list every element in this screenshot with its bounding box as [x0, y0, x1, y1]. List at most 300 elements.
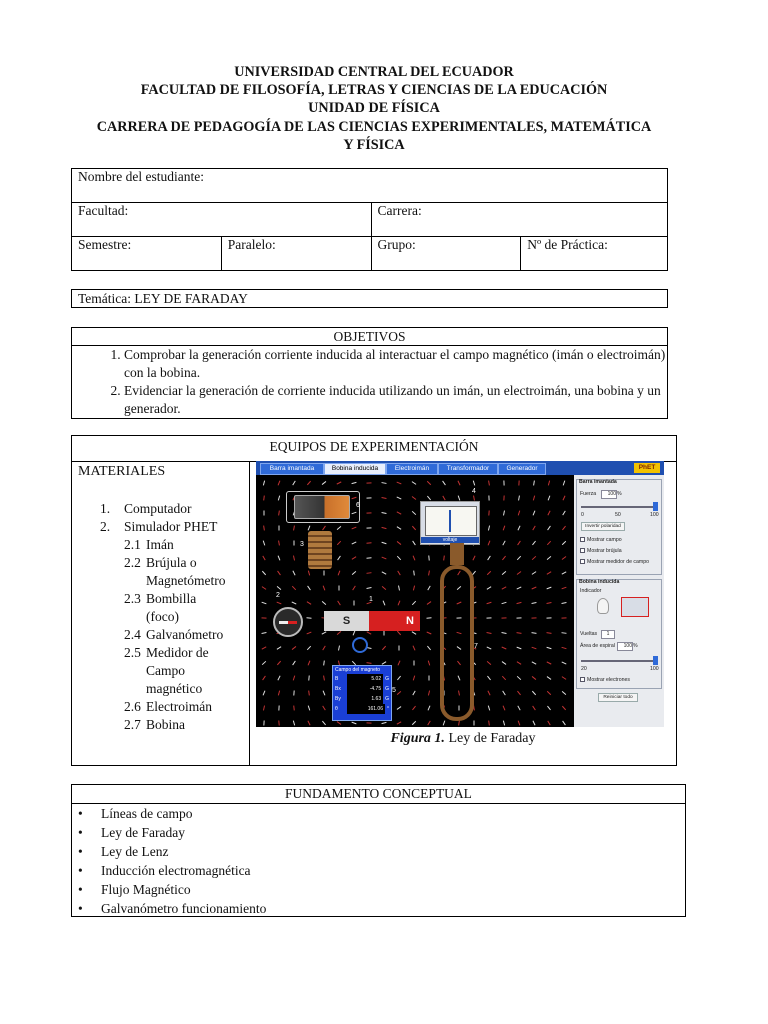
field-arrow-icon	[427, 496, 430, 500]
field-arrow-icon	[562, 633, 567, 634]
field-arrow-icon	[383, 601, 385, 606]
field-arrow-icon	[322, 601, 326, 604]
field-arrow-icon	[412, 482, 416, 485]
field-arrow-icon	[534, 481, 535, 486]
field-arrow-icon	[563, 481, 565, 486]
field-arrow-icon	[487, 571, 491, 575]
field-arrow-icon	[413, 646, 415, 651]
magnet-south: S	[324, 611, 369, 631]
field-arrow-icon	[337, 541, 340, 545]
field-arrow-icon	[382, 542, 387, 544]
field-arrow-icon	[473, 556, 475, 560]
field-arrow-icon	[503, 691, 506, 695]
field-arrow-icon	[352, 482, 357, 483]
field-arrow-icon	[562, 572, 566, 574]
field-arrow-icon	[397, 512, 401, 514]
battery-wire	[286, 491, 360, 523]
label-number: 4	[472, 488, 476, 495]
label-number: 7	[474, 643, 478, 650]
tab-barra-imantada[interactable]: Barra imantada	[260, 463, 324, 475]
show-electrons-label: Mostrar electrones	[587, 677, 630, 683]
field-arrow-icon	[412, 721, 416, 725]
field-arrow-icon	[263, 541, 265, 546]
field-arrow-icon	[262, 661, 266, 664]
submaterial-item	[72, 554, 250, 590]
field-arrow-icon	[278, 676, 280, 680]
submaterial-item	[72, 536, 250, 554]
field-arrow-icon	[562, 526, 565, 530]
field-arrow-icon	[517, 602, 522, 603]
field-probe-icon[interactable]	[352, 637, 368, 653]
field-arrow-icon	[428, 661, 429, 666]
field-meter-row	[333, 704, 391, 714]
strength-slider[interactable]	[581, 506, 657, 508]
practice-number-label: Nº de Práctica:	[527, 237, 608, 252]
field-arrow-icon	[367, 573, 372, 574]
compass-needle-icon	[279, 621, 297, 624]
show-compass-checkbox[interactable]	[580, 548, 585, 553]
field-arrow-icon	[487, 676, 490, 680]
field-arrow-icon	[293, 676, 295, 681]
tab-bobina-inducida[interactable]: Bobina inducida	[324, 463, 386, 475]
field-arrow-icon	[397, 482, 402, 484]
field-arrow-icon	[562, 587, 567, 589]
field-arrow-icon	[337, 482, 341, 484]
field-meter-unit: °	[387, 706, 389, 712]
field-arrow-icon	[322, 481, 326, 484]
sim-control-panel	[574, 475, 664, 727]
field-arrow-icon	[263, 706, 264, 711]
field-arrow-icon	[308, 526, 310, 531]
field-arrow-icon	[517, 691, 520, 695]
field-arrow-icon	[413, 691, 415, 695]
submaterial-item	[72, 626, 250, 644]
field-arrow-icon	[562, 603, 567, 604]
phet-simulator	[256, 461, 664, 727]
field-arrow-icon	[352, 722, 357, 724]
field-meter-key: By	[335, 696, 341, 702]
material-item	[72, 500, 250, 518]
topic-text: Temática: LEY DE FARADAY	[78, 291, 248, 306]
field-arrow-icon	[473, 481, 474, 486]
show-field-meter-label: Mostrar medidor de campo	[587, 559, 649, 565]
materials-title: MATERIALES	[78, 464, 166, 479]
field-arrow-icon	[292, 586, 295, 590]
topic-box	[71, 289, 668, 308]
field-arrow-icon	[323, 586, 325, 591]
field-arrow-icon	[517, 556, 520, 560]
field-arrow-icon	[307, 632, 312, 634]
tab-generador[interactable]: Generador	[498, 463, 546, 475]
field-arrow-icon	[277, 661, 280, 665]
field-arrow-icon	[293, 661, 296, 665]
field-arrow-icon	[517, 633, 522, 634]
pickup-coil-title: Bobina inducida	[579, 579, 620, 585]
field-arrow-icon	[398, 571, 401, 575]
field-arrow-icon	[397, 722, 401, 724]
material-text: Simulador PHET	[124, 519, 218, 534]
field-arrow-icon	[382, 557, 387, 559]
field-arrow-icon	[322, 632, 326, 634]
pickup-coil[interactable]	[440, 565, 474, 721]
bar-magnet-group	[576, 479, 662, 575]
field-arrow-icon	[323, 526, 326, 530]
equipment-title: EQUIPOS DE EXPERIMENTACIÓN	[269, 439, 479, 454]
field-arrow-icon	[547, 572, 551, 575]
indicator-label: Indicador	[580, 588, 602, 594]
field-arrow-icon	[262, 571, 265, 575]
submaterial-number: 2.2	[124, 555, 141, 570]
label-number: 1	[369, 596, 373, 603]
field-arrow-icon	[263, 676, 266, 680]
field-arrow-icon	[382, 512, 387, 513]
reset-all-button[interactable]: Reiniciar todo	[598, 693, 638, 702]
field-arrow-icon	[562, 706, 565, 710]
submaterial-text: Brújula o Magnetómetro	[146, 555, 226, 588]
strength-scale-mid: 50	[615, 512, 621, 518]
field-arrow-icon	[262, 647, 266, 649]
field-arrow-icon	[308, 571, 309, 576]
field-arrow-icon	[412, 632, 416, 635]
concept-item: • Galvanómetro funcionamiento	[72, 899, 685, 918]
field-meter-value: 161.06	[347, 704, 385, 714]
pickup-coil-terminal	[450, 543, 464, 565]
field-arrow-icon	[382, 586, 386, 589]
field-arrow-icon	[277, 647, 281, 650]
field-arrow-icon	[428, 586, 430, 590]
field-arrow-icon	[533, 496, 534, 501]
field-arrow-icon	[279, 511, 280, 516]
loops-label: Vueltas	[580, 631, 598, 637]
field-arrow-icon	[548, 511, 550, 515]
submaterial-number: 2.5	[124, 645, 141, 660]
submaterial-item	[72, 590, 250, 626]
field-arrow-icon	[517, 676, 521, 679]
voltmeter-indicator-icon[interactable]	[621, 597, 649, 617]
galvanometer	[420, 501, 480, 545]
field-arrow-icon	[352, 542, 356, 544]
field-arrow-icon	[337, 526, 341, 529]
field-arrow-icon	[547, 706, 550, 710]
field-arrow-icon	[262, 587, 266, 590]
field-arrow-icon	[309, 691, 310, 696]
submaterial-item	[72, 716, 250, 734]
field-arrow-icon	[532, 572, 536, 575]
student-info-table	[71, 168, 668, 271]
field-arrow-icon	[533, 511, 535, 516]
loop-area-label: Área de espiral	[580, 643, 615, 649]
group-field[interactable]	[371, 237, 521, 271]
strength-scale-min: 0	[581, 512, 584, 518]
field-arrow-icon	[532, 647, 537, 649]
field-arrow-icon	[548, 496, 550, 501]
field-arrow-icon	[444, 556, 445, 561]
field-meter-value: -4.75	[347, 684, 383, 694]
field-arrow-icon	[533, 721, 535, 726]
field-arrow-icon	[277, 586, 281, 589]
area-scale-min: 20	[581, 666, 587, 672]
field-arrow-icon	[412, 706, 415, 710]
materials-column	[71, 461, 250, 766]
field-arrow-icon	[413, 541, 416, 545]
field-arrow-icon	[547, 556, 551, 559]
semester-label: Semestre:	[78, 237, 132, 252]
invert-polarity-button[interactable]: Invertir polaridad	[581, 522, 625, 531]
field-arrow-icon	[413, 556, 415, 561]
semester-field[interactable]	[72, 237, 222, 271]
field-arrow-icon	[563, 721, 566, 725]
field-arrow-icon	[322, 721, 325, 725]
field-arrow-icon	[458, 481, 460, 486]
field-arrow-icon	[503, 706, 505, 711]
career-field[interactable]	[371, 203, 667, 237]
tab-electroiman[interactable]: Electroimán	[386, 463, 438, 475]
galvanometer-dial	[425, 506, 477, 536]
career-name-cont: Y FÍSICA	[343, 136, 405, 153]
field-arrow-icon	[382, 483, 387, 484]
field-arrow-icon	[367, 632, 371, 634]
parallel-label: Paralelo:	[227, 237, 276, 252]
field-arrow-icon	[443, 721, 445, 726]
submaterial-text: Medidor de Campo magnético	[146, 645, 209, 696]
field-arrow-icon	[307, 646, 310, 650]
field-arrow-icon	[427, 481, 431, 485]
student-name-label: Nombre del estudiante:	[78, 169, 204, 184]
field-arrow-icon	[293, 721, 294, 726]
field-arrow-icon	[562, 691, 566, 694]
concept-item: • Inducción electromagnética	[72, 861, 685, 880]
field-arrow-icon	[502, 587, 506, 589]
field-arrow-icon	[413, 676, 414, 681]
strength-unit: %	[617, 491, 622, 497]
field-arrow-icon	[518, 541, 521, 545]
field-meter-unit: G	[385, 696, 389, 702]
field-arrow-icon	[293, 571, 295, 575]
submaterial-number: 2.7	[124, 717, 141, 732]
student-name-field[interactable]	[72, 169, 668, 203]
field-arrow-icon	[428, 721, 431, 725]
field-arrow-icon	[562, 647, 567, 648]
field-arrow-icon	[459, 721, 460, 726]
faculty-label: Facultad:	[78, 203, 129, 218]
show-compass-label: Mostrar brújula	[587, 548, 622, 554]
objectives-list	[72, 346, 667, 418]
strength-slider-thumb[interactable]	[653, 502, 658, 511]
field-arrow-icon	[427, 602, 431, 605]
field-arrow-icon	[382, 662, 386, 665]
concepts-title: FUNDAMENTO CONCEPTUAL	[72, 785, 685, 804]
show-field-checkbox[interactable]	[580, 537, 585, 542]
field-arrow-icon	[502, 662, 506, 665]
university-name: UNIVERSIDAD CENTRAL DEL ECUADOR	[234, 64, 514, 80]
field-arrow-icon	[339, 646, 340, 651]
concept-item: • Ley de Lenz	[72, 842, 685, 861]
loop-area-unit: %	[633, 643, 638, 649]
electromagnet-coil[interactable]	[308, 531, 332, 569]
field-arrow-icon	[323, 706, 326, 710]
field-arrow-icon	[292, 602, 296, 604]
sim-tab-bar	[256, 461, 664, 475]
field-arrow-icon	[382, 527, 387, 528]
field-meter-rows	[333, 674, 391, 714]
field-arrow-icon	[277, 602, 282, 604]
field-meter-unit: G	[385, 676, 389, 682]
field-arrow-icon	[412, 496, 416, 499]
equipment-title-box	[71, 435, 677, 462]
field-arrow-icon	[487, 602, 492, 604]
field-arrow-icon	[414, 571, 415, 576]
label-number: 6	[356, 502, 360, 509]
field-arrow-icon	[548, 721, 551, 725]
field-arrow-icon	[352, 527, 357, 529]
show-field-meter-checkbox[interactable]	[580, 559, 585, 564]
field-meter-key: Bx	[335, 686, 341, 692]
show-electrons-checkbox[interactable]	[580, 677, 585, 682]
field-arrow-icon	[504, 511, 505, 516]
field-arrow-icon	[308, 706, 310, 711]
field-arrow-icon	[278, 571, 281, 575]
field-arrow-icon	[307, 481, 310, 485]
field-arrow-icon	[264, 496, 265, 501]
field-arrow-icon	[397, 497, 402, 499]
bar-magnet[interactable]	[324, 611, 420, 631]
field-arrow-icon	[427, 632, 432, 634]
field-arrow-icon	[398, 661, 400, 666]
field-arrow-icon	[294, 706, 295, 711]
field-arrow-icon	[397, 691, 401, 694]
field-arrow-icon	[488, 541, 490, 546]
loops-input[interactable]: 1	[601, 630, 615, 639]
field-arrow-icon	[547, 633, 552, 634]
objective-item: 2. Evidenciar la generación de corriente inducida utilizando un imán, un electroimán, una bobina y un generador.	[124, 382, 667, 418]
loop-area-input[interactable]: 100	[617, 642, 633, 651]
field-arrow-icon	[293, 481, 296, 485]
field-arrow-icon	[502, 647, 507, 649]
field-arrow-icon	[547, 662, 551, 664]
field-arrow-icon	[323, 646, 326, 650]
field-arrow-icon	[533, 526, 536, 530]
field-arrow-icon	[278, 481, 280, 486]
submaterial-item	[72, 644, 250, 698]
tab-transformador[interactable]: Transformador	[438, 463, 498, 475]
field-arrow-icon	[487, 632, 492, 633]
material-text: Computador	[124, 501, 192, 516]
loop-area-slider[interactable]	[581, 660, 657, 662]
phet-logo: PhET	[634, 463, 660, 473]
field-arrow-icon	[532, 602, 537, 603]
field-arrow-icon	[503, 541, 505, 545]
field-arrow-icon	[488, 706, 489, 711]
field-arrow-icon	[382, 572, 386, 574]
field-arrow-icon	[548, 526, 551, 530]
submaterial-number: 2.6	[124, 699, 141, 714]
parallel-field[interactable]	[221, 237, 371, 271]
field-arrow-icon	[293, 556, 294, 561]
field-arrow-icon	[519, 496, 520, 501]
field-arrow-icon	[532, 691, 535, 695]
field-arrow-icon	[338, 571, 340, 576]
field-arrow-icon	[398, 601, 400, 606]
field-arrow-icon	[517, 647, 522, 649]
field-arrow-icon	[397, 676, 400, 680]
field-arrow-icon	[518, 706, 520, 710]
field-meter[interactable]	[332, 665, 392, 721]
field-arrow-icon	[412, 601, 415, 605]
field-arrow-icon	[324, 661, 325, 666]
label-number: 3	[300, 541, 304, 548]
field-arrow-icon	[502, 676, 505, 680]
field-arrow-icon	[397, 556, 400, 560]
field-arrow-icon	[308, 586, 311, 590]
field-arrow-icon	[489, 481, 490, 486]
practice-number-field[interactable]	[521, 237, 668, 271]
field-arrow-icon	[532, 556, 536, 559]
field-arrow-icon	[562, 557, 566, 560]
objectives-box	[71, 327, 668, 419]
field-arrow-icon	[397, 541, 401, 544]
field-arrow-icon	[338, 601, 341, 605]
field-arrow-icon	[428, 691, 429, 696]
galvanometer-needle-icon	[449, 510, 451, 532]
field-arrow-icon	[307, 602, 311, 605]
field-arrow-icon	[413, 586, 414, 591]
field-arrow-icon	[427, 618, 432, 619]
field-arrow-icon	[262, 632, 267, 633]
field-arrow-icon	[324, 676, 325, 681]
field-arrow-icon	[532, 633, 537, 634]
field-arrow-icon	[279, 541, 280, 546]
field-meter-row	[333, 694, 391, 704]
field-arrow-icon	[353, 631, 355, 636]
field-arrow-icon	[532, 676, 536, 679]
field-arrow-icon	[503, 721, 504, 726]
show-field-label: Mostrar campo	[587, 537, 622, 543]
field-arrow-icon	[382, 722, 387, 723]
field-arrow-icon	[488, 556, 491, 560]
field-arrow-icon	[263, 556, 265, 560]
concept-item: • Ley de Faraday	[72, 823, 685, 842]
voltage-label: voltaje	[421, 537, 479, 543]
field-arrow-icon	[502, 556, 505, 560]
field-arrow-icon	[382, 498, 387, 499]
field-arrow-icon	[487, 587, 491, 590]
materials-list	[72, 500, 250, 734]
field-arrow-icon	[338, 556, 341, 560]
figure-label: Figura 1.	[390, 731, 445, 746]
field-arrow-icon	[488, 526, 489, 531]
field-arrow-icon	[562, 541, 566, 544]
field-arrow-icon	[429, 571, 430, 576]
field-arrow-icon	[518, 511, 519, 516]
field-arrow-icon	[458, 496, 460, 501]
compass[interactable]	[273, 607, 303, 637]
submaterial-number: 2.1	[124, 537, 141, 552]
field-arrow-icon	[397, 631, 400, 635]
field-arrow-icon	[532, 662, 536, 664]
field-arrow-icon	[382, 646, 385, 650]
field-arrow-icon	[337, 631, 341, 634]
field-arrow-icon	[517, 587, 522, 589]
concepts-list	[72, 804, 685, 918]
field-arrow-icon	[443, 481, 446, 485]
faculty-field[interactable]	[72, 203, 372, 237]
loop-area-slider-thumb[interactable]	[653, 656, 658, 665]
lightbulb-icon[interactable]	[597, 598, 609, 614]
field-arrow-icon	[292, 646, 296, 649]
field-arrow-icon	[563, 496, 565, 501]
field-arrow-icon	[308, 661, 310, 666]
strength-input[interactable]: 100	[601, 490, 617, 499]
